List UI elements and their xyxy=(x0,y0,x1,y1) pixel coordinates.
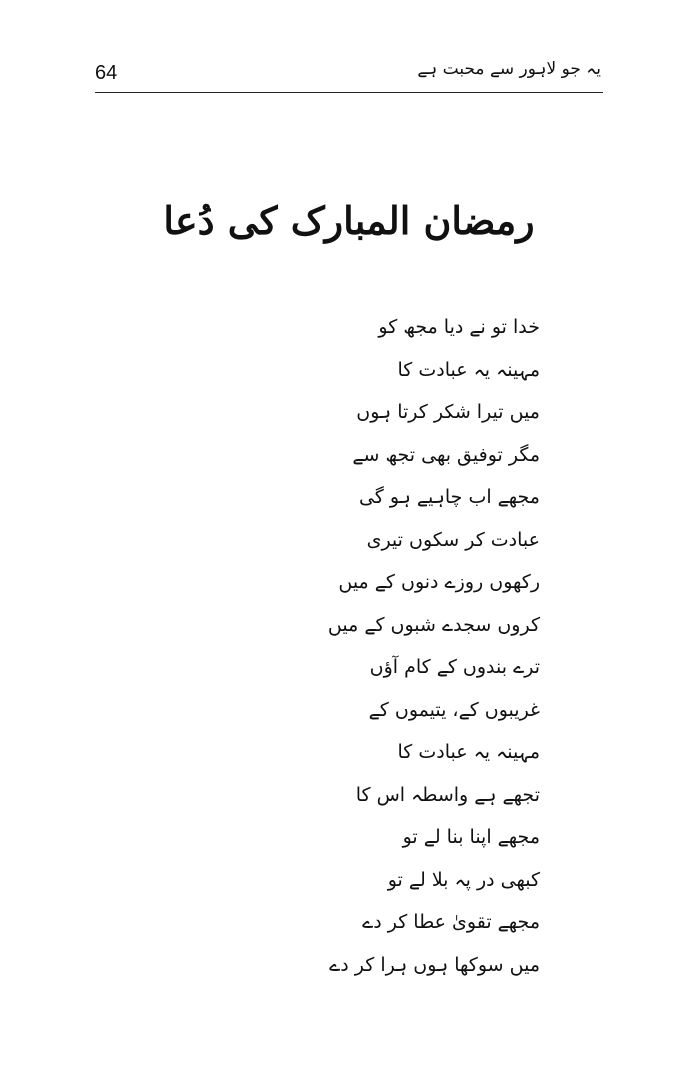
verse-line: مہینہ یہ عبادت کا xyxy=(397,358,540,381)
running-title: یہ جو لاہور سے محبت ہے xyxy=(417,59,601,79)
page-number: 64 xyxy=(95,62,118,84)
verse-line: خدا تو نے دیا مجھ کو xyxy=(378,316,540,338)
verse-line: کروں سجدے شبوں کے میں xyxy=(327,613,540,636)
poem-title: رمضان المبارک کی دُعا xyxy=(163,198,535,243)
verse-line: میں تیرا شکر کرتا ہوں xyxy=(356,401,540,423)
page-header xyxy=(95,56,603,93)
verse-line: مجھے اب چاہیے ہو گی xyxy=(358,486,540,508)
verse-line: غریبوں کے، یتیموں کے xyxy=(368,698,540,721)
verse-line: مہینہ یہ عبادت کا xyxy=(397,741,540,763)
verse-line: مجھے تقویٰ عطا کر دے xyxy=(362,911,540,933)
poem-body xyxy=(240,306,540,986)
verse-line: مگر توفیق بھی تجھ سے xyxy=(352,443,540,466)
verse-line: مجھے اپنا بنا لے تو xyxy=(402,826,540,848)
verse-line: ترے بندوں کے کام آؤں xyxy=(369,656,540,678)
verse-line: کبھی در پہ بلا لے تو xyxy=(387,868,540,891)
verse-line: عبادت کر سکوں تیری xyxy=(366,528,540,551)
verse-line: رکھوں روزے دنوں کے میں xyxy=(338,571,540,593)
verse-line: تجھے ہے واسطہ اس کا xyxy=(355,783,540,806)
verse-line: میں سوکھا ہوں ہرا کر دے xyxy=(329,953,540,976)
